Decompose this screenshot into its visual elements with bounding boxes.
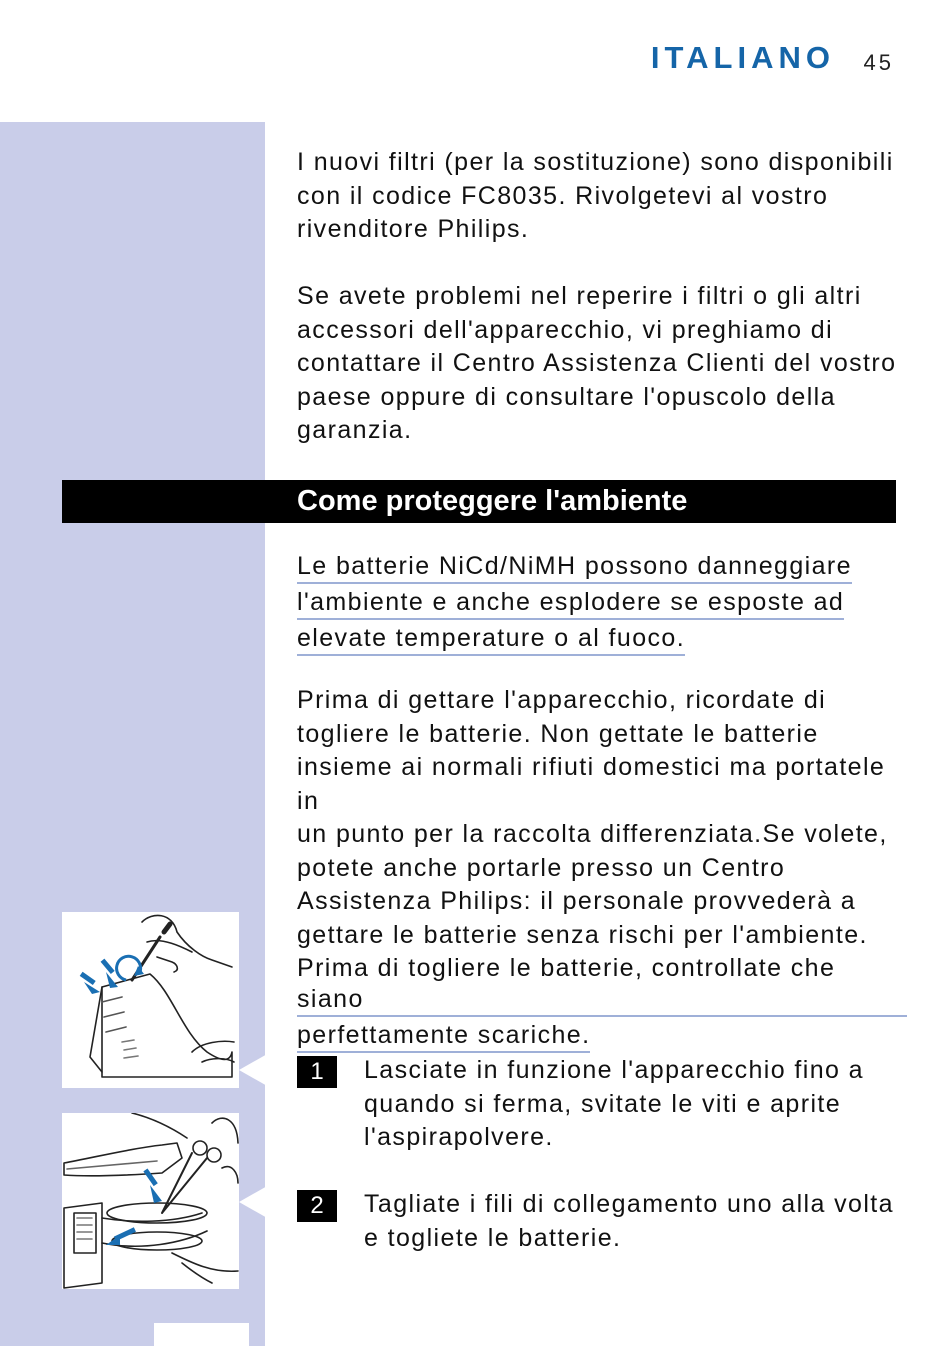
text-line: potete anche portarle presso un Centro bbox=[297, 853, 786, 882]
step-text-2 bbox=[364, 1188, 904, 1255]
illustration-pointer-2 bbox=[239, 1185, 269, 1219]
illustration-2-drawing bbox=[62, 1113, 239, 1289]
text-line: I nuovi filtri (per la sostituzione) sono disponibili bbox=[297, 148, 894, 176]
filters-paragraph bbox=[297, 146, 907, 247]
warning-line: perfettamente scariche. bbox=[297, 1020, 590, 1053]
illustration-1-drawing bbox=[62, 912, 239, 1088]
unscrew-screws-illustration-icon bbox=[62, 912, 239, 1088]
warning-line: Prima di togliere le batterie, controllate che siano bbox=[297, 953, 907, 1017]
text-line: togliere le batterie. Non gettate le batterie bbox=[297, 719, 819, 748]
warning-line: Le batterie NiCd/NiMH possono danneggiare bbox=[297, 551, 852, 584]
warning-line: elevate temperature o al fuoco. bbox=[297, 623, 685, 656]
cut-battery-wires-illustration-icon bbox=[62, 1113, 239, 1289]
text-line: paese oppure di consultare l'opuscolo della bbox=[297, 382, 836, 411]
section-title: Come proteggere l'ambiente bbox=[297, 485, 688, 517]
disposal-paragraph bbox=[297, 684, 907, 952]
text-line: Se avete problemi nel reperire i filtri o gli altri bbox=[297, 282, 862, 310]
text-line: accessori dell'apparecchio, vi preghiamo di bbox=[297, 315, 834, 344]
footer-blank bbox=[154, 1323, 249, 1346]
battery-warning bbox=[297, 550, 907, 658]
page-number: 45 bbox=[863, 50, 894, 75]
illustration-pointer-1 bbox=[239, 1053, 269, 1087]
step-number-2: 2 bbox=[297, 1190, 337, 1222]
discharge-warning bbox=[297, 953, 907, 1055]
text-line: Tagliate i fili di collegamento uno alla volta bbox=[364, 1190, 894, 1218]
text-line: gettare le batterie senza rischi per l'ambiente. bbox=[297, 920, 868, 949]
text-line: insieme ai normali rifiuti domestici ma portatele in bbox=[297, 753, 886, 815]
text-line: quando si ferma, svitate le viti e aprite bbox=[364, 1089, 842, 1118]
text-line: Lasciate in funzione l'apparecchio fino a bbox=[364, 1056, 864, 1084]
text-line: con il codice FC8035. Rivolgetevi al vostro bbox=[297, 181, 829, 210]
text-line: e togliete le batterie. bbox=[364, 1223, 622, 1252]
accessories-paragraph bbox=[297, 280, 907, 448]
text-line: contattare il Centro Assistenza Clienti del vostro bbox=[297, 349, 897, 377]
warning-line: l'ambiente e anche esplodere se esposte ad bbox=[297, 587, 844, 620]
language-heading: ITALIANO bbox=[650, 40, 835, 75]
text-line: Assistenza Philips: il personale provvederà a bbox=[297, 887, 857, 915]
text-line: rivenditore Philips. bbox=[297, 215, 530, 243]
text-line: Prima di gettare l'apparecchio, ricordate di bbox=[297, 686, 827, 714]
step-number-1: 1 bbox=[297, 1056, 337, 1088]
text-line: garanzia. bbox=[297, 416, 413, 444]
text-line: un punto per la raccolta differenziata.Se volete, bbox=[297, 820, 888, 848]
step-text-1 bbox=[364, 1054, 904, 1155]
text-line: l'aspirapolvere. bbox=[364, 1123, 554, 1151]
